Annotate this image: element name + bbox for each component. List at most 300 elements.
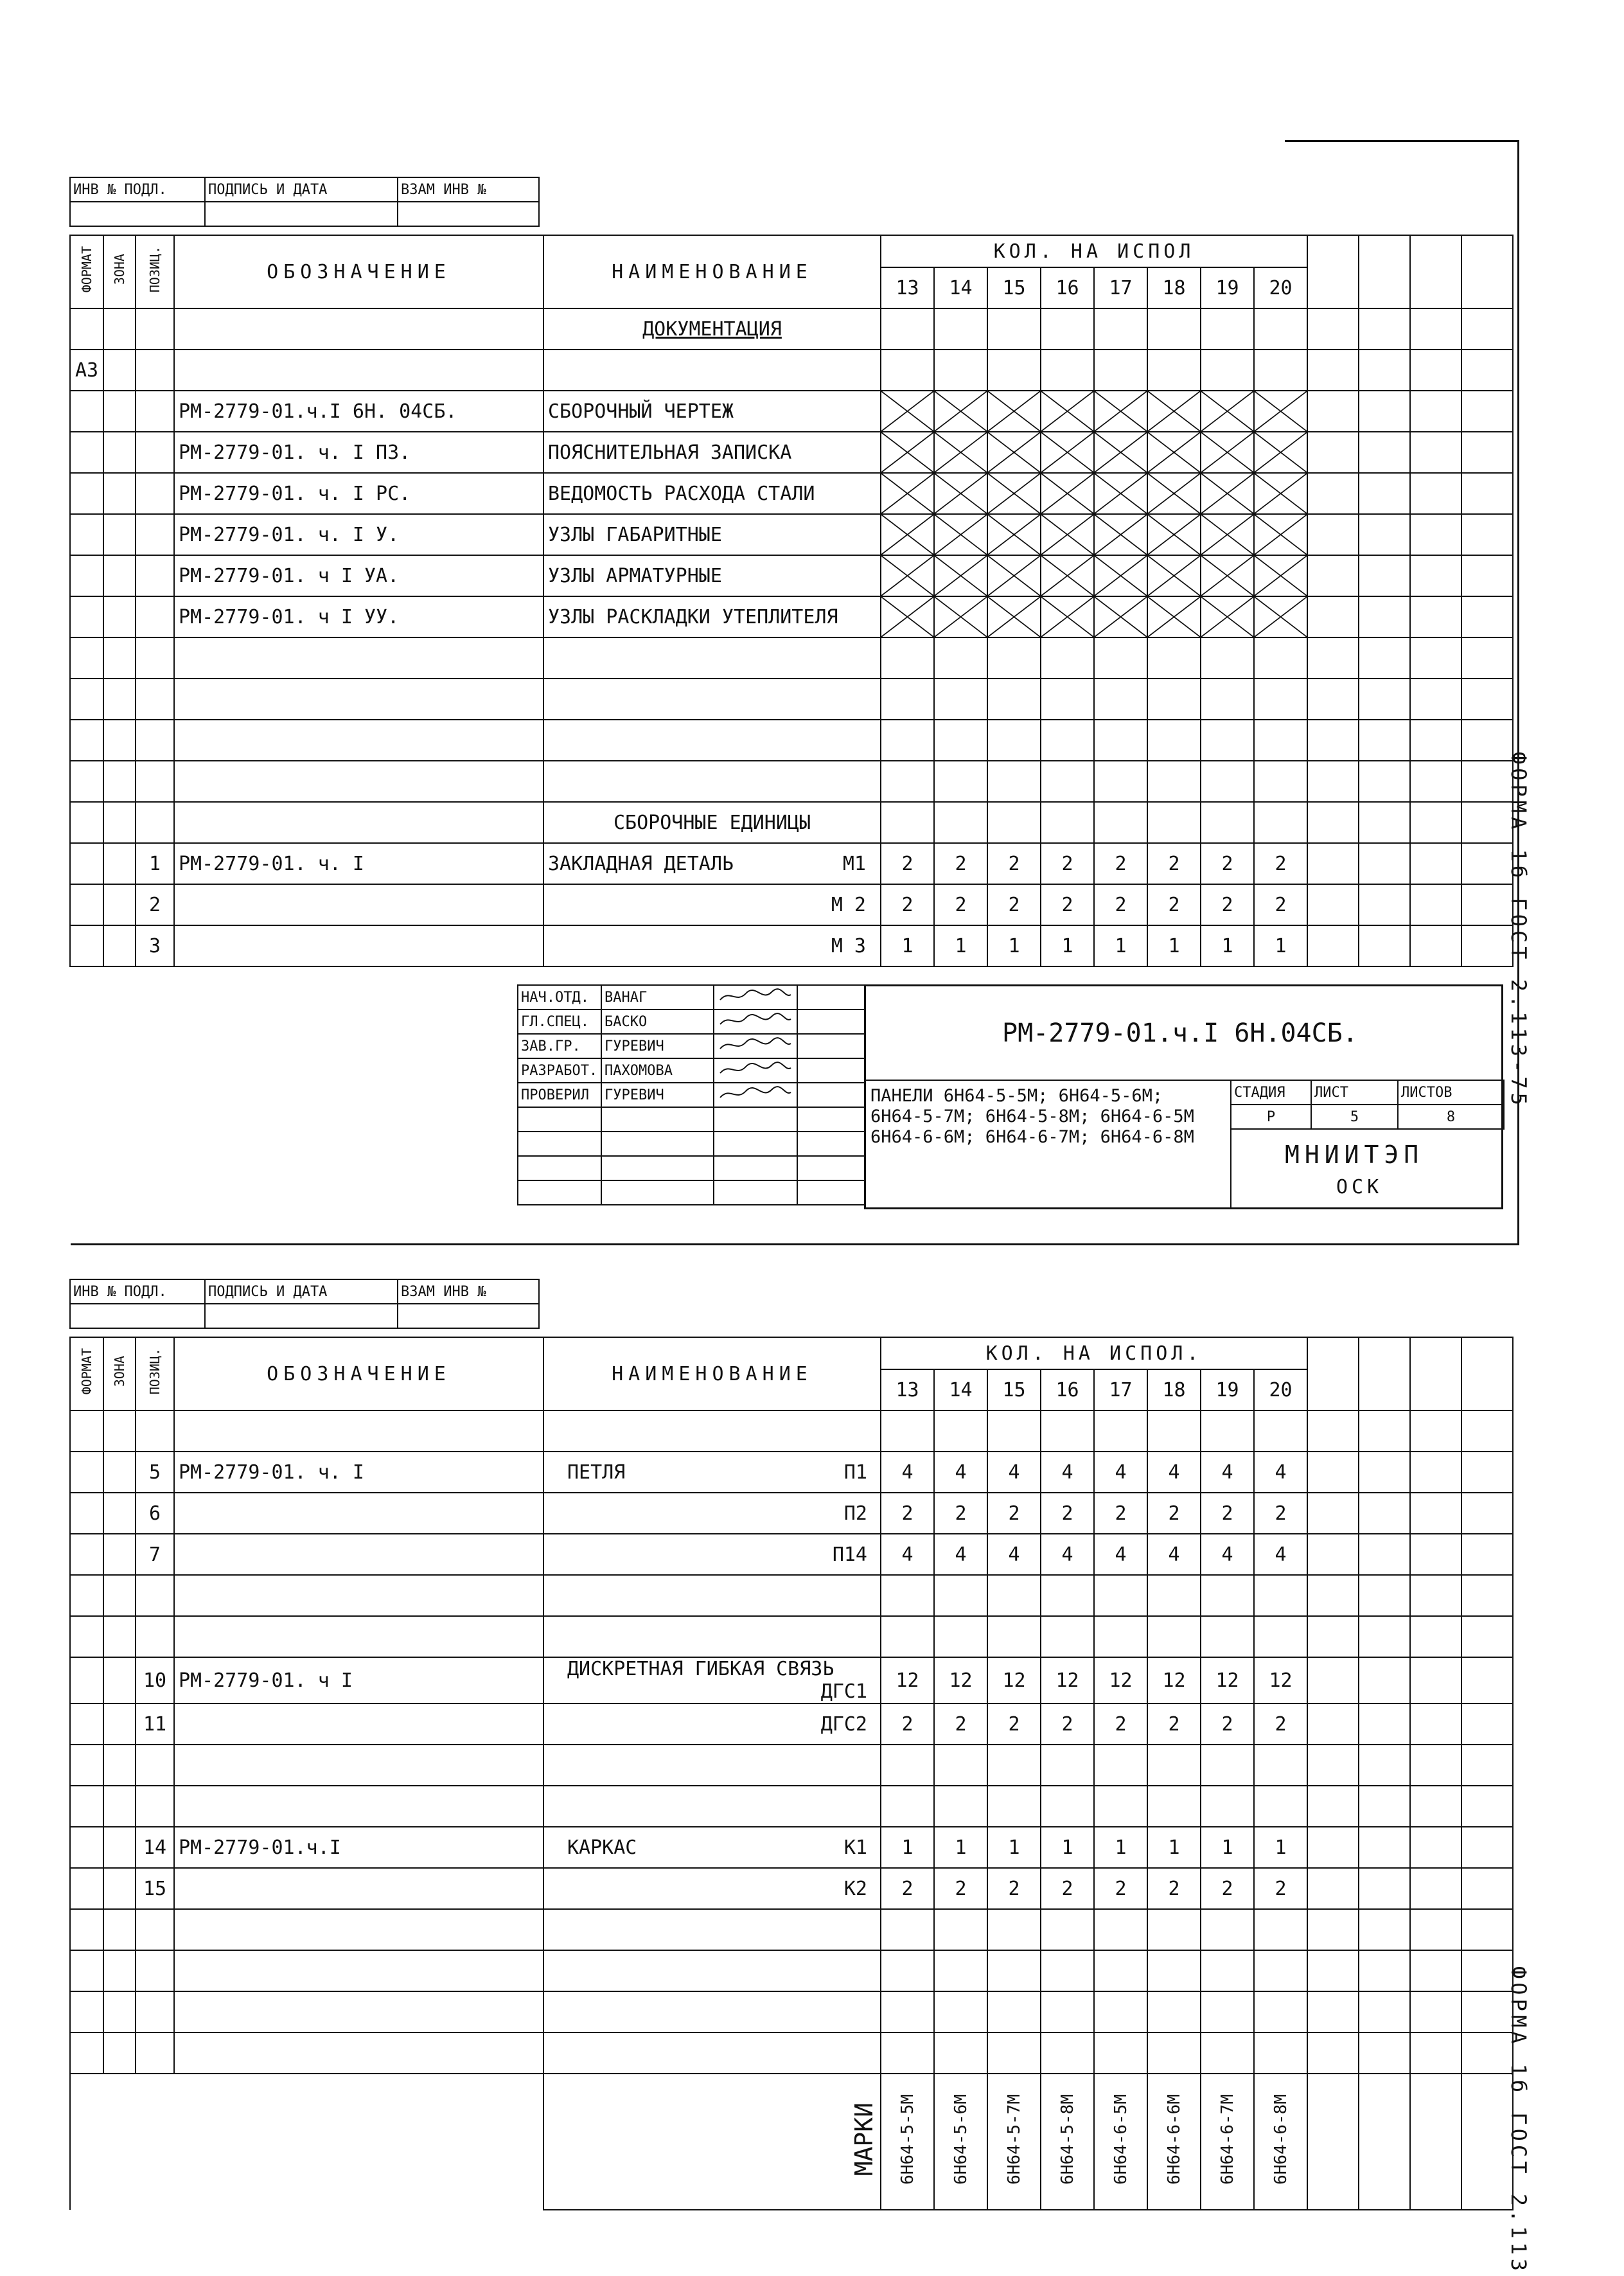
header-qty: КОЛ. НА ИСПОЛ [881, 235, 1307, 267]
cross-mark-icon [1095, 556, 1147, 596]
doc-designation: РМ-2779-01. ч I УУ. [174, 596, 543, 637]
role-label: ГЛ.СПЕЦ. [518, 1009, 601, 1034]
sheet-value: 5 [1311, 1105, 1398, 1129]
quantity-cell: 1 [1147, 1827, 1201, 1868]
quantity-cell: 2 [1094, 884, 1147, 925]
quantity-cell: 4 [1147, 1452, 1201, 1493]
person-name: БАСКО [601, 1009, 714, 1034]
signature-icon [717, 986, 794, 1005]
quantity-cell: 4 [987, 1452, 1041, 1493]
item-mark: П2 [843, 1502, 867, 1525]
signature-icon [717, 1083, 794, 1103]
cross-mark-icon [935, 556, 987, 596]
person-name: ГУРЕВИЧ [601, 1083, 714, 1107]
quantity-cell: 12 [1041, 1657, 1094, 1703]
crossed-cell [1254, 473, 1307, 514]
quantity-cell: 1 [934, 1827, 987, 1868]
item-mark: К1 [843, 1836, 867, 1859]
cross-mark-icon [935, 597, 987, 637]
signature-cell [714, 985, 797, 1009]
item-name: ПЕТЛЯ [567, 1461, 626, 1484]
table-row [70, 2032, 1513, 2074]
quantity-cell: 12 [987, 1657, 1041, 1703]
doc-designation: РМ-2779-01. ч I УА. [174, 555, 543, 596]
position-number: 5 [136, 1452, 174, 1493]
cross-mark-icon [1041, 597, 1093, 637]
item-name [548, 1543, 567, 1566]
section-row [70, 802, 1513, 843]
cross-mark-icon [1255, 474, 1307, 513]
item-mark: М 2 [831, 893, 866, 916]
marks-blank [70, 2074, 543, 2210]
crossed-cell [1201, 555, 1254, 596]
quantity-cell: 12 [1254, 1657, 1307, 1703]
header-format-2: ФОРМАТ [70, 1337, 103, 1410]
quantity-cell: 2 [1147, 1703, 1201, 1745]
quantity-cell: 2 [1147, 1868, 1201, 1909]
position-number: 1 [136, 843, 174, 884]
header-pos-2: ПОЗИЦ. [136, 1337, 174, 1410]
format-a3: А3 [70, 350, 103, 391]
mark-label: 6Н64-5-8М [1057, 2094, 1077, 2185]
cross-mark-icon [1095, 515, 1147, 555]
quantity-cell: 2 [1201, 1493, 1254, 1534]
mark-label: 6Н64-6-8М [1271, 2094, 1291, 2185]
crossed-cell [1147, 514, 1201, 555]
header-zone-2: ЗОНА [103, 1337, 136, 1410]
crossed-cell [1094, 555, 1147, 596]
table-row [70, 1616, 1513, 1657]
doc-designation: РМ-2779-01. ч. I ПЗ. [174, 432, 543, 473]
cross-mark-icon [935, 432, 987, 472]
org-name: МНИИТЭП [1285, 1141, 1424, 1169]
mark-header [1254, 2074, 1307, 2210]
quantity-cell: 2 [934, 884, 987, 925]
crossed-cell [1041, 555, 1094, 596]
mark-header [881, 2074, 934, 2210]
quantity-cell: 2 [1201, 1868, 1254, 1909]
top-stamp-2 [69, 1279, 540, 1329]
quantity-cell: 2 [1201, 1703, 1254, 1745]
quantity-cell: 12 [1147, 1657, 1201, 1703]
quantity-cell: 4 [1147, 1534, 1201, 1575]
table-row [70, 350, 1513, 391]
column-header: 18 [1147, 267, 1201, 308]
item-name-cell [543, 1703, 881, 1745]
crossed-cell [881, 514, 934, 555]
inv-label-2: ИНВ № ПОДЛ. [70, 1279, 205, 1304]
person-name: ВАНАГ [601, 985, 714, 1009]
crossed-cell [934, 473, 987, 514]
column-header: 20 [1254, 1369, 1307, 1410]
quantity-cell: 2 [934, 1493, 987, 1534]
cross-mark-icon [881, 474, 933, 513]
table-row [70, 1575, 1513, 1616]
form-label-1: ФОРМА 1б ГОСТ 2.113-75 [1506, 752, 1531, 1109]
table-row [70, 1703, 1513, 1745]
quantity-cell: 1 [881, 925, 934, 966]
crossed-cell [987, 514, 1041, 555]
table-row [70, 555, 1513, 596]
column-header: 15 [987, 1369, 1041, 1410]
cross-mark-icon [1255, 391, 1307, 431]
item-designation [174, 1868, 543, 1909]
crossed-cell [1147, 473, 1201, 514]
position-number: 6 [136, 1493, 174, 1534]
cross-mark-icon [988, 474, 1040, 513]
cross-mark-icon [881, 515, 933, 555]
quantity-cell: 1 [1094, 1827, 1147, 1868]
quantity-cell: 2 [1201, 843, 1254, 884]
quantity-cell: 1 [1201, 925, 1254, 966]
mark-header [1094, 2074, 1147, 2210]
crossed-cell [1147, 391, 1201, 432]
column-header: 20 [1254, 267, 1307, 308]
cross-mark-icon [988, 391, 1040, 431]
position-number: 11 [136, 1703, 174, 1745]
table-row [70, 1827, 1513, 1868]
role-label: ЗАВ.ГР. [518, 1034, 601, 1058]
quantity-cell: 12 [1201, 1657, 1254, 1703]
position-number: 7 [136, 1534, 174, 1575]
table-row [70, 884, 1513, 925]
quantity-cell: 1 [1041, 1827, 1094, 1868]
item-name-cell [543, 1534, 881, 1575]
column-header: 13 [881, 1369, 934, 1410]
crossed-cell [1201, 514, 1254, 555]
cross-mark-icon [1255, 515, 1307, 555]
position-number: 2 [136, 884, 174, 925]
cross-mark-icon [1095, 597, 1147, 637]
crossed-cell [1041, 514, 1094, 555]
column-header: 13 [881, 267, 934, 308]
crossed-cell [1147, 596, 1201, 637]
cross-mark-icon [988, 515, 1040, 555]
cross-mark-icon [1041, 391, 1093, 431]
cross-mark-icon [881, 597, 933, 637]
cross-mark-icon [935, 391, 987, 431]
cross-mark-icon [988, 556, 1040, 596]
cross-mark-icon [1041, 474, 1093, 513]
position-number: 15 [136, 1868, 174, 1909]
item-designation [174, 1534, 543, 1575]
item-designation: РМ-2779-01.ч.I [174, 1827, 543, 1868]
quantity-cell: 2 [987, 1868, 1041, 1909]
doc-name: УЗЛЫ РАСКЛАДКИ УТЕПЛИТЕЛЯ [543, 596, 881, 637]
spec-table-1 [69, 235, 1514, 967]
cross-mark-icon [1148, 432, 1200, 472]
crossed-cell [987, 596, 1041, 637]
quantity-cell: 4 [881, 1452, 934, 1493]
item-name: ДИСКРЕТНАЯ ГИБКАЯ СВЯЗЬ [567, 1658, 834, 1680]
crossed-cell [1094, 432, 1147, 473]
mark-label: 6Н64-6-5М [1111, 2094, 1131, 2185]
crossed-cell [1041, 473, 1094, 514]
signature-icon [717, 1035, 794, 1054]
mark-label: 6Н64-6-7М [1217, 2094, 1237, 2185]
quantity-cell: 2 [1147, 884, 1201, 925]
position-number: 3 [136, 925, 174, 966]
item-name [548, 1878, 567, 1900]
table-row [70, 1493, 1513, 1534]
header-designation: ОБОЗНАЧЕНИЕ [174, 235, 543, 308]
table-row [70, 1909, 1513, 1950]
crossed-cell [1094, 391, 1147, 432]
sheets-label: ЛИСТОВ [1398, 1080, 1504, 1105]
position-number: 14 [136, 1827, 174, 1868]
quantity-cell: 2 [934, 1703, 987, 1745]
column-header: 19 [1201, 267, 1254, 308]
sheet-separator [71, 1243, 1519, 1245]
crossed-cell [1147, 555, 1201, 596]
quantity-cell: 2 [881, 884, 934, 925]
quantity-cell: 12 [934, 1657, 987, 1703]
crossed-cell [1201, 391, 1254, 432]
table-row [70, 1410, 1513, 1452]
crossed-cell [1094, 596, 1147, 637]
column-header: 19 [1201, 1369, 1254, 1410]
signature-cell [714, 1083, 797, 1107]
cross-mark-icon [1255, 556, 1307, 596]
cross-mark-icon [881, 432, 933, 472]
sheet-label: ЛИСТ [1311, 1080, 1398, 1105]
quantity-cell: 4 [987, 1534, 1041, 1575]
cross-mark-icon [1148, 597, 1200, 637]
table-row [70, 761, 1513, 802]
marks-label-cell [543, 2074, 881, 2210]
crossed-cell [934, 514, 987, 555]
table-row [70, 596, 1513, 637]
item-designation: РМ-2779-01. ч. I [174, 1452, 543, 1493]
table-row [70, 637, 1513, 679]
position-number: 10 [136, 1657, 174, 1703]
role-label: РАЗРАБОТ. [518, 1058, 601, 1083]
cross-mark-icon [1148, 556, 1200, 596]
item-mark: К2 [843, 1877, 867, 1900]
stage-label: СТАДИЯ [1231, 1080, 1311, 1105]
quantity-cell: 2 [1147, 1493, 1201, 1534]
mark-header [934, 2074, 987, 2210]
table-row [70, 1452, 1513, 1493]
quantity-cell: 2 [1041, 1703, 1094, 1745]
header-format: ФОРМАТ [70, 235, 103, 308]
quantity-cell: 2 [1201, 884, 1254, 925]
cross-mark-icon [1201, 474, 1253, 513]
table-row [70, 1534, 1513, 1575]
column-header: 17 [1094, 1369, 1147, 1410]
sign-date-label: ПОДПИСЬ И ДАТА [205, 177, 398, 202]
crossed-cell [987, 555, 1041, 596]
cross-mark-icon [1201, 432, 1253, 472]
item-mark: П1 [843, 1461, 867, 1484]
item-designation [174, 1703, 543, 1745]
person-name: ПАХОМОВА [601, 1058, 714, 1083]
table-row [70, 473, 1513, 514]
quantity-cell: 1 [1041, 925, 1094, 966]
doc-name: СБОРОЧНЫЙ ЧЕРТЕЖ [543, 391, 881, 432]
table-row [70, 1786, 1513, 1827]
mark-label: 6Н64-5-6М [951, 2094, 971, 2185]
item-name-cell [543, 1827, 881, 1868]
mark-header [987, 2074, 1041, 2210]
item-name-cell [543, 1657, 881, 1703]
cross-mark-icon [1041, 515, 1093, 555]
quantity-cell: 2 [1147, 843, 1201, 884]
quantity-cell: 2 [881, 1703, 934, 1745]
crossed-cell [1201, 596, 1254, 637]
cross-mark-icon [1095, 432, 1147, 472]
mark-header [1041, 2074, 1094, 2210]
top-stamp-1 [69, 177, 540, 227]
crossed-cell [1147, 432, 1201, 473]
quantity-cell: 2 [1041, 1868, 1094, 1909]
quantity-cell: 1 [934, 925, 987, 966]
item-name-cell [543, 884, 881, 925]
header-designation-2: ОБОЗНАЧЕНИЕ [174, 1337, 543, 1410]
role-label: НАЧ.ОТД. [518, 985, 601, 1009]
item-name-cell [543, 1493, 881, 1534]
crossed-cell [934, 391, 987, 432]
section-row [70, 308, 1513, 350]
crossed-cell [1254, 391, 1307, 432]
table-row [70, 1991, 1513, 2032]
quantity-cell: 1 [1254, 925, 1307, 966]
quantity-cell: 12 [1094, 1657, 1147, 1703]
quantity-cell: 2 [987, 1493, 1041, 1534]
cross-mark-icon [935, 474, 987, 513]
item-name: ЗАКЛАДНАЯ ДЕТАЛЬ [548, 852, 734, 875]
signature-icon [717, 1059, 794, 1078]
quantity-cell: 2 [1094, 843, 1147, 884]
item-designation: РМ-2779-01. ч I [174, 1657, 543, 1703]
title-line-2: 6Н64-5-7М; 6Н64-5-8М; 6Н64-6-5М [870, 1107, 1194, 1126]
quantity-cell: 2 [1254, 1493, 1307, 1534]
crossed-cell [1041, 432, 1094, 473]
quantity-cell: 2 [1094, 1868, 1147, 1909]
item-mark: П14 [832, 1543, 867, 1566]
quantity-cell: 2 [1254, 843, 1307, 884]
role-label: ПРОВЕРИЛ [518, 1083, 601, 1107]
quantity-cell: 1 [987, 1827, 1041, 1868]
column-header: 14 [934, 1369, 987, 1410]
crossed-cell [1041, 391, 1094, 432]
sheet-top-edge [1285, 140, 1519, 142]
quantity-cell: 2 [987, 843, 1041, 884]
item-name [548, 1502, 567, 1525]
cross-mark-icon [1201, 391, 1253, 431]
crossed-cell [1041, 596, 1094, 637]
cross-mark-icon [1095, 474, 1147, 513]
cross-mark-icon [988, 597, 1040, 637]
title-line-3: 6Н64-6-6М; 6Н64-6-7М; 6Н64-6-8М [870, 1127, 1194, 1147]
quantity-cell: 2 [1254, 884, 1307, 925]
quantity-cell: 2 [1094, 1493, 1147, 1534]
stage-value: Р [1231, 1105, 1311, 1129]
quantity-cell: 2 [987, 884, 1041, 925]
mark-label: 6Н64-5-5М [897, 2094, 917, 2185]
item-name [548, 1713, 567, 1736]
table-row [70, 1950, 1513, 1991]
table-row [70, 1745, 1513, 1786]
crossed-cell [1201, 432, 1254, 473]
crossed-cell [934, 432, 987, 473]
table-row [70, 1657, 1513, 1703]
quantity-cell: 1 [1254, 1827, 1307, 1868]
crossed-cell [881, 596, 934, 637]
sheets-value: 8 [1398, 1105, 1504, 1129]
inv-label: ИНВ № ПОДЛ. [70, 177, 205, 202]
quantity-cell: 2 [881, 1868, 934, 1909]
section-documentation: ДОКУМЕНТАЦИЯ [543, 308, 881, 350]
quantity-cell: 4 [934, 1534, 987, 1575]
quantity-cell: 2 [881, 843, 934, 884]
cross-mark-icon [1201, 515, 1253, 555]
quantity-cell: 2 [1094, 1703, 1147, 1745]
mark-header [1201, 2074, 1254, 2210]
cross-mark-icon [1255, 597, 1307, 637]
quantity-cell: 1 [1147, 925, 1201, 966]
item-name-cell [543, 1452, 881, 1493]
crossed-cell [1254, 432, 1307, 473]
quantity-cell: 2 [934, 843, 987, 884]
crossed-cell [987, 432, 1041, 473]
quantity-cell: 4 [1041, 1534, 1094, 1575]
stage-table [1230, 1080, 1505, 1130]
item-mark: ДГС1 [820, 1680, 867, 1703]
quantity-cell: 4 [934, 1452, 987, 1493]
table-row [70, 843, 1513, 884]
cross-mark-icon [881, 556, 933, 596]
doc-name: ВЕДОМОСТЬ РАСХОДА СТАЛИ [543, 473, 881, 514]
crossed-cell [1254, 555, 1307, 596]
mark-header [1147, 2074, 1201, 2210]
quantity-cell: 4 [1041, 1452, 1094, 1493]
marks-row [70, 2074, 1513, 2210]
sign-date-label-2: ПОДПИСЬ И ДАТА [205, 1279, 398, 1304]
crossed-cell [1201, 473, 1254, 514]
column-header: 18 [1147, 1369, 1201, 1410]
item-name-cell [543, 925, 881, 966]
doc-designation: РМ-2779-01. ч. I РС. [174, 473, 543, 514]
cross-mark-icon [1201, 597, 1253, 637]
column-header: 16 [1041, 267, 1094, 308]
quantity-cell: 1 [1201, 1827, 1254, 1868]
signature-icon [717, 1010, 794, 1029]
cross-mark-icon [1041, 556, 1093, 596]
quantity-cell: 2 [1041, 884, 1094, 925]
item-mark: М1 [842, 852, 866, 875]
column-header: 14 [934, 267, 987, 308]
table-row [70, 514, 1513, 555]
column-header: 17 [1094, 267, 1147, 308]
quantity-cell: 2 [1254, 1703, 1307, 1745]
table-row [70, 432, 1513, 473]
header-zone: ЗОНА [103, 235, 136, 308]
title-block-people [517, 984, 865, 1205]
quantity-cell: 2 [1254, 1868, 1307, 1909]
quantity-cell: 2 [1041, 843, 1094, 884]
title-line-1: ПАНЕЛИ 6Н64-5-5М; 6Н64-5-6М; [870, 1086, 1163, 1106]
form-label-2: ФОРМА 1б ГОСТ 2.113 [1506, 1966, 1531, 2275]
header-name: НАИМЕНОВАНИЕ [543, 235, 881, 308]
quantity-cell: 1 [987, 925, 1041, 966]
header-name-2: НАИМЕНОВАНИЕ [543, 1337, 881, 1410]
table-row [70, 1868, 1513, 1909]
header-qty-2: КОЛ. НА ИСПОЛ. [881, 1337, 1307, 1369]
crossed-cell [1094, 514, 1147, 555]
quantity-cell: 2 [934, 1868, 987, 1909]
quantity-cell: 4 [1254, 1452, 1307, 1493]
